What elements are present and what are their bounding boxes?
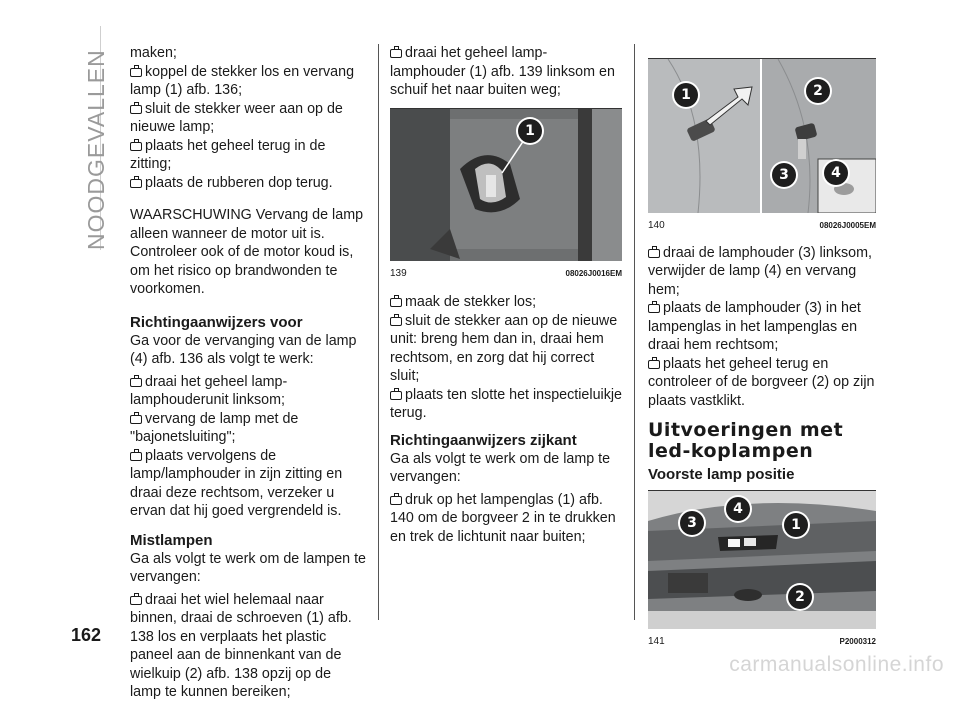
figure-caption [648, 217, 876, 236]
list-item: plaats het geheel terug en controleer of de borgveer (2) op zijn plaats vastklikt. [648, 355, 875, 409]
paragraph: Ga voor de vervanging van de lamp (4) afb. 136 als volgt te werk: [130, 332, 357, 367]
figure-caption [648, 633, 876, 652]
column-2 [390, 44, 622, 546]
list-item: plaats ten slotte het inspectieluikje terug. [390, 386, 622, 421]
chapter-title: NOODGEVALLEN [83, 49, 109, 250]
bullet-icon [130, 378, 142, 387]
figure-141-image [648, 491, 876, 629]
figure-code: 08026J0005EM [819, 221, 876, 230]
bullet-icon [390, 496, 402, 505]
callout-1: 1 [674, 83, 698, 107]
callout-3: 3 [772, 163, 796, 187]
list-item: sluit de stekker weer aan op de nieuwe lamp; [130, 100, 343, 135]
figure-number: 139 [390, 267, 407, 279]
bullet-icon [648, 249, 660, 258]
column-divider [378, 44, 379, 620]
list-item: draai het geheel lamp-lamphouderunit linksom; [130, 373, 288, 408]
bullet-icon [390, 49, 402, 58]
bullet-icon [648, 304, 660, 313]
callout-4: 4 [824, 161, 848, 185]
figure-number: 140 [648, 220, 665, 231]
column-3 [648, 58, 876, 652]
list-item: sluit de stekker aan op de nieuwe unit: breng hem dan in, draai hem rechtsom, en zorg dat hij correct sluit; [390, 312, 618, 384]
bullet-icon [390, 317, 402, 326]
figure-caption [390, 265, 622, 284]
watermark: carmanualsonline.info [729, 653, 944, 676]
list-item: draai het wiel helemaal naar binnen, draai de schroeven (1) afb. 138 los en verplaats het plastic paneel aan de binnenkant van de wielkuip (2) afb. 138 opzij op de lamp te kunnen bereiken; [130, 591, 352, 700]
callout-4: 4 [726, 497, 750, 521]
section-title: Uitvoeringen met led-koplampen [648, 419, 844, 462]
figure-140-image [648, 59, 876, 213]
bullet-icon [390, 391, 402, 400]
figure-code: P2000312 [839, 637, 876, 646]
warning-text: WAARSCHUWING Vervang de lamp alleen wanneer de motor uit is. Controleer ook of de motor koud is, om het risico op brandwonden te voorkomen. [130, 207, 364, 297]
callout-1: 1 [784, 513, 808, 537]
heading-richtingaanwijzers-zijkant: Richtingaanwijzers zijkant [390, 431, 577, 449]
figure-code: 08026J0016EM [565, 268, 622, 278]
list-item: plaats de rubberen dop terug. [130, 174, 366, 193]
list-item: vervang de lamp met de "bajonetsluiting"; [130, 410, 299, 445]
figure-141 [648, 490, 876, 652]
figure-140 [648, 58, 876, 236]
subheading: Voorste lamp positie [648, 466, 795, 483]
list-item: plaats de lamphouder (3) in het lampenglas in het lampenglas en draai hem rechtsom; [648, 300, 861, 353]
list-item: plaats vervolgens de lamp/lamphouder in zijn zitting en draai deze rechtsom, verzeker u ervan dat hij goed vergrendeld is. [130, 447, 343, 519]
list-item: plaats het geheel terug in de zitting; [130, 137, 326, 172]
bullet-icon [648, 360, 660, 369]
bullet-icon [130, 452, 142, 461]
heading-richtingaanwijzers-voor: Richtingaanwijzers voor [130, 313, 303, 331]
list-item: draai de lamphouder (3) linksom, verwijder de lamp (4) en vervang hem; [648, 244, 872, 298]
bullet-icon [130, 596, 142, 605]
column-divider [634, 44, 635, 620]
column-1 [130, 44, 366, 702]
callout-1: 1 [518, 119, 542, 143]
figure-139 [390, 108, 622, 284]
callout-3: 3 [680, 511, 704, 535]
heading-mistlampen: Mistlampen [130, 531, 213, 549]
list-item: druk op het lampenglas (1) afb. 140 om de borgveer 2 in te drukken en trek de lichtunit naar buiten; [390, 491, 616, 545]
bullet-icon [130, 142, 142, 151]
text-line: maken; [130, 45, 177, 61]
list-item: koppel de stekker los en vervang lamp (1) afb. 136; [130, 63, 355, 98]
figure-139-image [390, 109, 622, 261]
paragraph: Ga als volgt te werk om de lampen te vervangen: [130, 550, 367, 585]
page-number: 162 [71, 625, 102, 645]
bullet-icon [390, 298, 402, 307]
bullet-icon [130, 105, 142, 114]
bullet-icon [130, 68, 142, 77]
callout-2: 2 [806, 79, 830, 103]
bullet-icon [130, 179, 142, 188]
bullet-icon [130, 415, 142, 424]
list-item: draai het geheel lamp-lamphouder (1) afb. 139 linksom en schuif het naar buiten weg; [390, 45, 615, 98]
callout-2: 2 [788, 585, 812, 609]
figure-number: 141 [648, 636, 665, 647]
paragraph: Ga als volgt te werk om de lamp te vervangen: [390, 450, 611, 485]
list-item: maak de stekker los; [390, 293, 622, 312]
